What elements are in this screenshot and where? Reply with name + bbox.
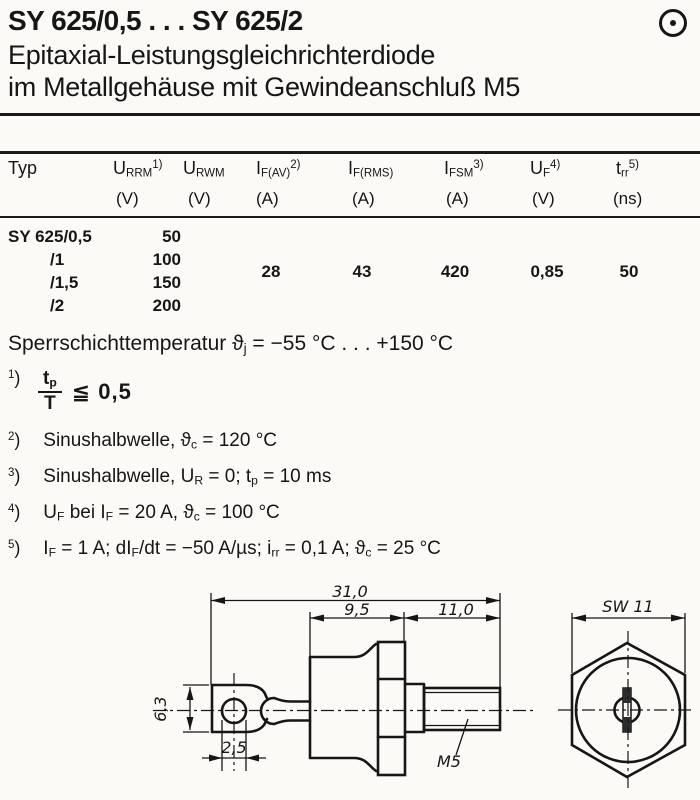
footnote-3 <box>8 466 331 488</box>
dim-body-length-label: 9,5 <box>344 600 370 619</box>
m5-leader-line <box>456 719 468 755</box>
footnote-1-condition: ≦ 0,5 <box>71 378 132 404</box>
fraction-numerator: $t_p$ <box>38 369 62 393</box>
table-row-urrm: 50 <box>162 227 181 246</box>
dim-overall-length-label: 31,0 <box>332 585 368 601</box>
hex-flange-side <box>378 642 405 775</box>
circled-dot-icon <box>659 9 687 37</box>
table-row-typ: SY 625/0,5 <box>8 227 92 246</box>
col-header-ifrms: $I_{F(RMS)}$ <box>348 158 394 180</box>
subtitle-line-1: Epitaxial-Leistungsgleichrichterdiode <box>8 40 436 70</box>
body-outline <box>310 644 376 771</box>
table-row-urrm: 200 <box>152 296 181 315</box>
footnote-marker: $^3$) <box>8 466 21 486</box>
col-unit-urwm: (V) <box>188 189 211 208</box>
footnote-text: $U_F$ bei $I_F = 20$ A, $ϑ_c = 100$ °C <box>43 502 280 524</box>
page-title: SY 625/0,5 . . . SY 625/2 <box>8 5 303 36</box>
solder-lug-outline <box>212 685 267 732</box>
footnote-marker: $^1$) <box>8 368 21 388</box>
footnote-marker: $^5$) <box>8 538 21 558</box>
footnote-text: Sinushalbwelle, $U_R = 0$; $t_p = 10$ ms <box>43 466 332 488</box>
dim-hole-label: 2,5 <box>221 738 247 757</box>
junction-temperature-line: Sperrschichttemperatur $ϑ_j = -55$ °C . . . +150 °C <box>8 332 454 356</box>
package-outline-drawing <box>0 585 700 800</box>
col-unit-ifsm: (A) <box>446 189 469 208</box>
value-ifrms: 43 <box>352 262 372 281</box>
centerlines <box>153 631 694 789</box>
logo-dot <box>670 20 676 26</box>
col-header-urrm: $U_{RRM}^{1)}$ <box>113 158 163 180</box>
col-unit-ifrms: (A) <box>352 189 375 208</box>
divider-rule-top <box>0 113 700 116</box>
col-unit-uf: (V) <box>532 189 555 208</box>
footnote-1 <box>8 369 132 415</box>
dim-tab-height-label: 6,3 <box>151 696 170 722</box>
footnote-marker: $^2$) <box>8 430 21 450</box>
thread-stud <box>424 688 500 730</box>
wrench-size-label: SW 11 <box>602 597 654 616</box>
footnote-text: Sinushalbwelle, $ϑ_c = 120$ °C <box>43 430 278 452</box>
footnote-marker: $^4$) <box>8 502 21 522</box>
table-header-rule <box>0 216 700 218</box>
value-ifav: 28 <box>261 262 281 281</box>
footnote-2 <box>8 430 277 452</box>
value-uf: 0,85 <box>530 262 564 281</box>
col-header-ifsm: $I_{FSM}^{3)}$ <box>444 158 484 180</box>
dim-thread-length-label: 11,0 <box>438 600 474 619</box>
value-ifsm: 420 <box>440 262 470 281</box>
col-unit-urrm: (V) <box>116 189 139 208</box>
col-unit-trr: (ns) <box>613 189 643 208</box>
tp-over-T-fraction <box>38 369 62 415</box>
footnote-5 <box>8 538 441 560</box>
dimension-lines <box>183 593 685 771</box>
hex-facet-lines <box>378 679 405 737</box>
table-row-urrm: 100 <box>152 250 181 269</box>
table-row-typ: /2 <box>50 296 65 315</box>
col-header-typ: Typ <box>8 158 38 178</box>
col-unit-ifav: (A) <box>256 189 279 208</box>
thread-size-label: M5 <box>437 752 461 771</box>
table-top-rule <box>0 151 700 154</box>
col-header-urwm: $U_{RWM}$ <box>183 158 225 180</box>
value-trr: 50 <box>619 262 639 281</box>
table-row-urrm: 150 <box>152 273 181 292</box>
col-header-ifav: $I_{F(AV)}^{2)}$ <box>256 158 301 180</box>
fraction-denominator: T <box>44 392 56 414</box>
col-header-uf: $U_F^{4)}$ <box>530 158 561 180</box>
dimension-arrows <box>187 597 686 762</box>
thread-crest-lines <box>424 693 500 726</box>
table-row-typ: /1 <box>50 250 65 269</box>
subtitle-line-2: im Metallgehäuse mit Gewindeanschluß M5 <box>8 72 521 102</box>
table-row-typ: /1,5 <box>50 273 79 292</box>
col-header-trr: $t_{rr}^{5)}$ <box>616 158 639 180</box>
footnote-text: $I_F = 1$ A; $dI_F/dt = -50$ A/µs; $i_{rr} = 0,1$ A; $ϑ_c = 25$ °C <box>43 538 441 560</box>
footnote-4 <box>8 502 280 524</box>
stud-neck <box>405 684 424 732</box>
